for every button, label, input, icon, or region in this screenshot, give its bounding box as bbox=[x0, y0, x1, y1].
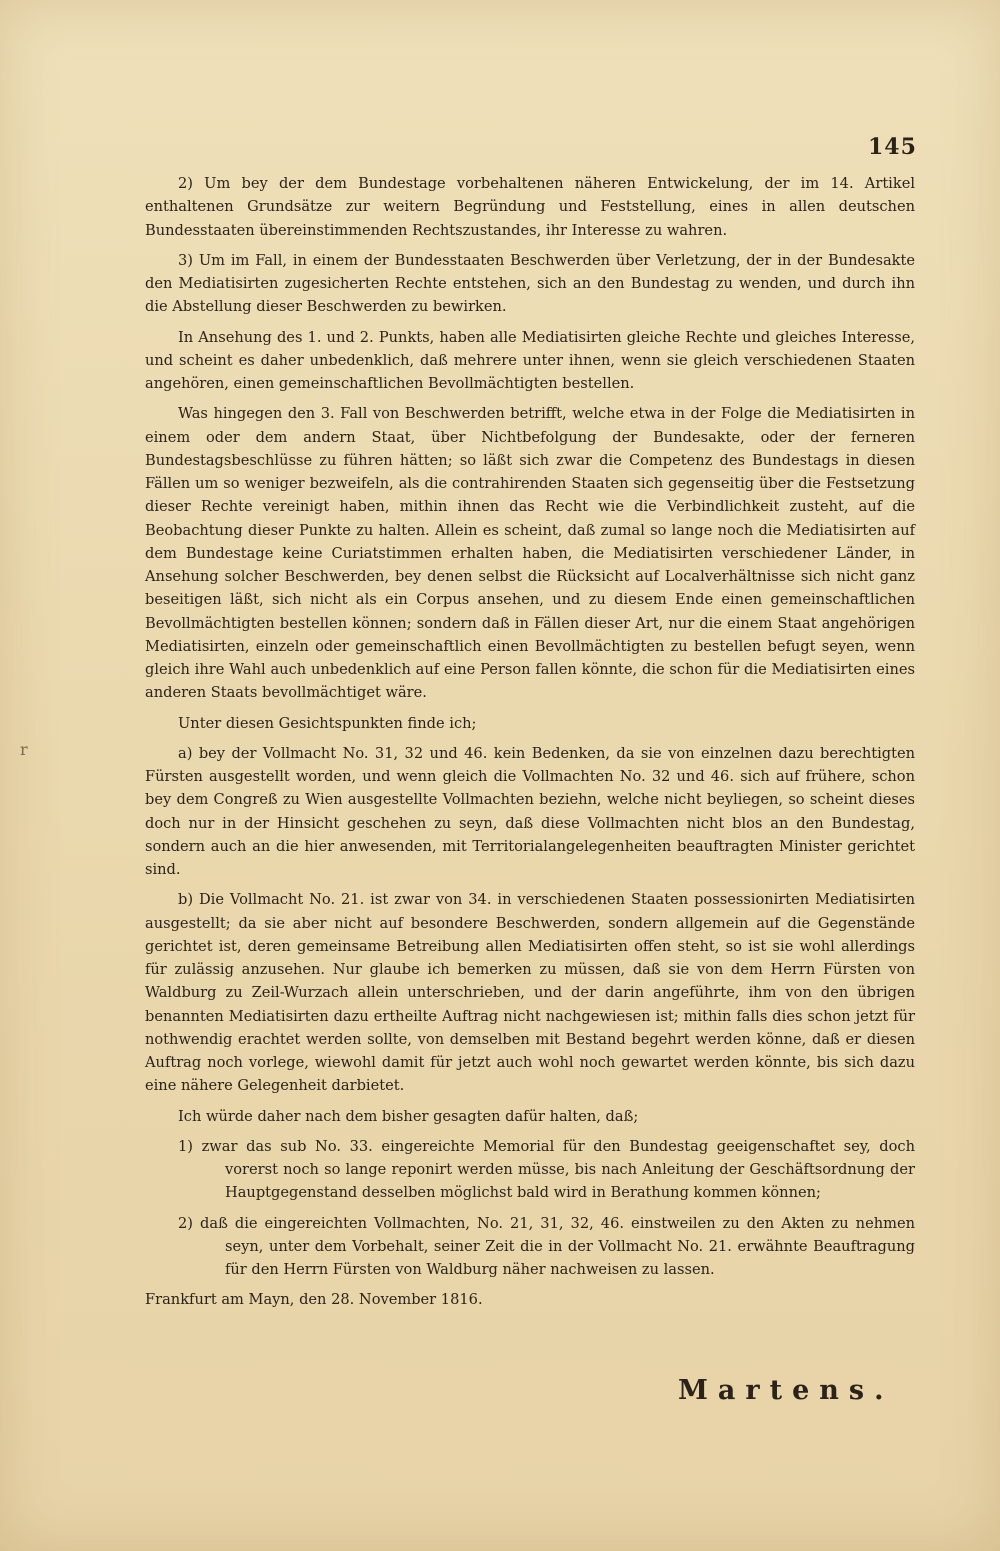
paragraph-conclusion: Ich würde daher nach dem bisher gesagten dafür halten, daß; bbox=[178, 1107, 639, 1125]
paragraph-point-3: 3) Um im Fall, in einem der Bundesstaaten Beschwerden über Verletzung, der in der Bundesakte den Mediatisirten zugesicherten Rechte entstehen, sich an den Bundestag zu wenden, und durch ihn die Abstellung dieser Beschwerden zu bewirken. bbox=[145, 251, 915, 316]
paragraph-decision-1: 1) zwar das sub No. 33. eingereichte Memorial für den Bundestag geeigenschaftet sey, doch vorerst noch so lange reponirt werden müsse, bis nach Anleitung der Geschäftsordnung der Hauptgegenstand desselben möglichst bald wird in Berathung kommen können; bbox=[178, 1137, 915, 1202]
paragraph-item-b: b) Die Vollmacht No. 21. ist zwar von 34. in verschiedenen Staaten possessionirten Mediatisirten ausgestellt; da sie aber nicht auf besondere Beschwerden, sondern allgemein auf die Gegenstände gerichtet ist, deren gemeinsame Betreibung allen Mediatisirten offen steht, so ist sie wohl allerdings für zulässig anzusehen. Nur glaube ich bemerken zu müssen, daß sie von dem Herrn Fürsten von Waldburg zu Zeil-Wurzach allein unterschrieben, und der darin angeführte, ihm von den übrigen benannten Mediatisirten dazu ertheilte Auftrag nicht nachgewiesen ist; mithin falls dies schon jetzt für nothwendig erachtet werden sollte, von demselben mit Bestand begehrt werden könne, daß er diesen Auftrag noch vorlege, wiewohl damit für jetzt auch wohl noch gewartet werden könnte, bis sich dazu eine nähere Gelegenheit darbietet. bbox=[145, 891, 915, 1095]
paragraph-points-1-2: In Ansehung des 1. und 2. Punkts, haben alle Mediatisirten gleiche Rechte und gleiches Interesse, und scheint es daher unbedenklich, daß mehrere unter ihnen, wenn sie gleich verschiedenen Staaten angehören, einen gemeinschaftlichen Bevollmächtigten bestellen. bbox=[145, 328, 915, 392]
margin-mark: r bbox=[20, 740, 28, 759]
signature: Martens. bbox=[678, 1375, 894, 1406]
paragraph-decision-2: 2) daß die eingereichten Vollmachten, No. 21, 31, 32, 46. einstweilen zu den Akten zu nehmen seyn, unter dem Vorbehalt, seiner Zeit die in der Vollmacht No. 21. erwähnte Beauftragung für den Herrn Fürsten von Waldburg näher nachweisen zu lassen. bbox=[178, 1214, 915, 1278]
paragraph-viewpoints: Unter diesen Gesichtspunkten finde ich; bbox=[178, 714, 477, 732]
paragraph-item-a: a) bey der Vollmacht No. 31, 32 und 46. kein Bedenken, da sie von einzelnen dazu berechtigten Fürsten ausgestellt worden, und wenn gleich die Vollmachten No. 32 und 46. sich auf frühere, schon bey dem Congreß zu Wien ausgestellte Vollmachten beziehn, welche nicht beyliegen, so scheint dieses doch nur in der Hinsicht geschehen zu seyn, daß diese Vollmachten nicht blos an den Bundestag, sondern auch an die hier anwesenden, mit Territorialangelegenheiten beauftragten Minister gerichtet sind. bbox=[145, 744, 915, 878]
paragraph-point-2: 2) Um bey der dem Bundestage vorbehaltenen näheren Entwickelung, der im 14. Artikel enthaltenen Grundsätze zur weitern Begründung und Feststellung, eines in allen deutschen Bundesstaaten übereinstimmenden Rechtszustandes, ihr Interesse zu wahren. bbox=[145, 175, 915, 239]
page-number: 145 bbox=[868, 134, 917, 160]
body-text bbox=[145, 172, 915, 1312]
date-line: Frankfurt am Mayn, den 28. November 1816. bbox=[145, 1291, 483, 1309]
paragraph-point-3-discussion: Was hingegen den 3. Fall von Beschwerden betrifft, welche etwa in der Folge die Mediatisirten in einem oder dem andern Staat, über Nichtbefolgung der Bundesakte, oder der ferneren Bundestagsbeschlüsse zu führen hätten; so läßt sich zwar die Competenz des Bundestags in diesen Fällen um so weniger bezweifeln, als die contrahirenden Staaten sich gegenseitig über die Festsetzung dieser Rechte vereinigt haben, mithin ihnen das Recht wie die Verbindlichkeit zusteht, auf die Beobachtung dieser Punkte zu halten. Allein es scheint, daß zumal so lange noch die Mediatisirten auf dem Bundestage keine Curiatstimmen erhalten haben, die Mediatisirten verschiedener Länder, in Ansehung solcher Beschwerden, bey denen selbst die Rücksicht auf Localverhältnisse sich nicht ganz beseitigen läßt, sich nicht als ein Corpus ansehen, und zu diesem Ende einen gemeinschaftlichen Bevollmächtigten bestellen können; sondern daß in Fällen dieser Art, nur die einem Staat angehörigen Mediatisirten, einzeln oder gemeinschaftlich einen Bevollmächtigten zu bestellen befugt seyen, wenn gleich ihre Wahl auch unbedenklich auf eine Person fallen könnte, die schon für die Mediatisirten eines anderen Staats bevollmächtiget wäre. bbox=[145, 405, 915, 702]
